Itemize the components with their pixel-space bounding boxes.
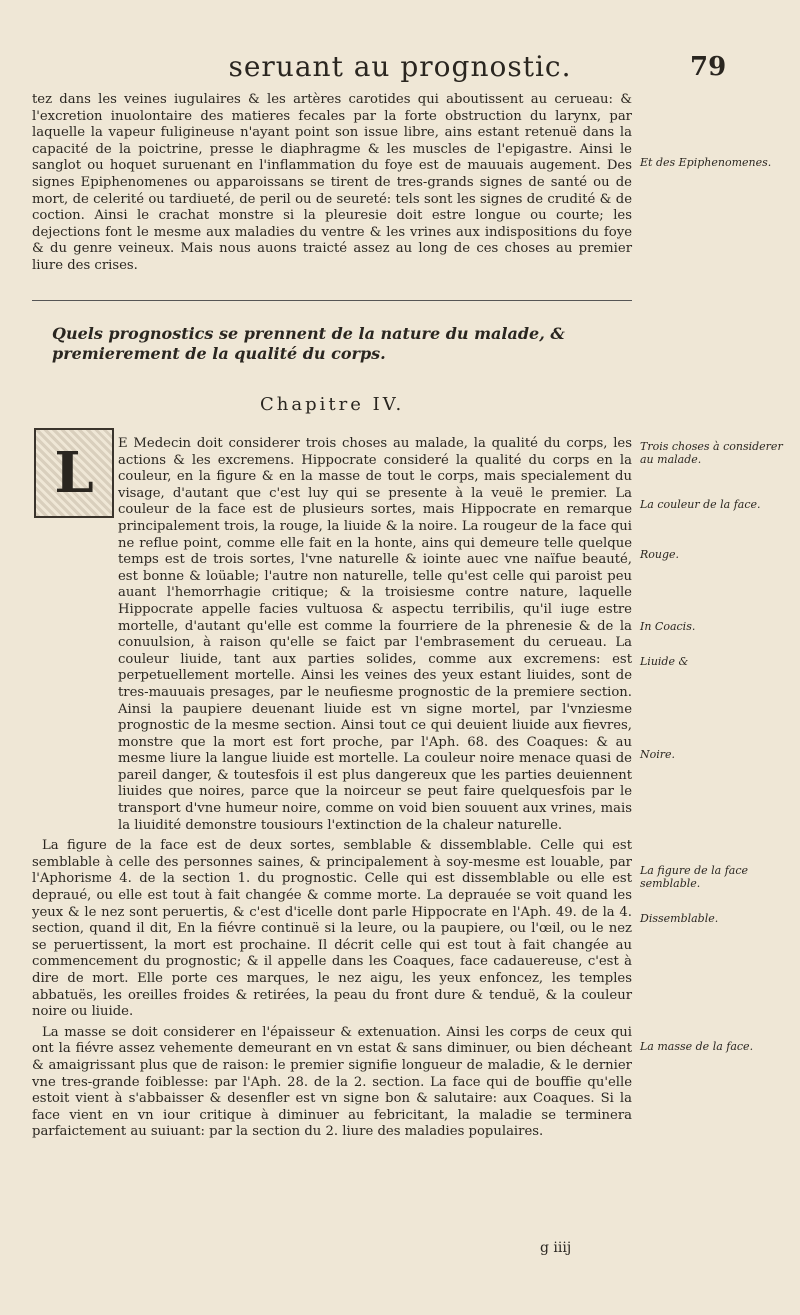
running-title: seruant au prognostic. [228, 50, 572, 83]
margin-note: Trois choses à considerer au malade. [640, 440, 783, 466]
margin-note: La figure de la face semblable. [640, 864, 749, 890]
chapter-body [32, 436, 632, 1141]
paragraph: La figure de la face est de deux sortes, semblable & dissemblable. Celle qui est semblable à celle des personnes saines, & principalement à soy-mesme est louable, par l'Aphorisme 4. de la section 1. du prognostic. Celle qui est dissemblable ou elle est depraué, ou elle est tout à fait changée & comme morte. La deprauée se voit quand les yeux & le nez sont peruertis, & c'est d'icelle dont parle Hippocrate en l'Aph. 49. de la 4. section, quand il dit, En la fiévre continuë si la leure, ou la paupiere, ou l'œil, ou le nez se peruertissent, la mort est prochaine. Il décrit celle qui est tout à fait changée au commencement du prognostic; & il appelle dans les Coaques, face cadauereuse, c'est à dire de mort. Elle porte ces marques, le nez aigu, les yeux enfoncez, les temples abbatuës, les oreilles froides & retirées, la peau du front dure & tenduë, & la couleur noire ou liuide. [32, 838, 632, 1020]
margin-note: Rouge. [640, 548, 680, 561]
divider [32, 300, 632, 301]
margin-note: La couleur de la face. [640, 498, 761, 511]
signature-mark: g iiij [540, 1240, 572, 1256]
margin-note: In Coacis. [640, 620, 696, 633]
margin-note: Et des Epiphenomenes. [640, 156, 772, 169]
chapter-heading: Chapitre IV. [260, 394, 405, 415]
paragraph: tez dans les veines iugulaires & les artères carotides qui aboutissent au cerueau: & l'excretion inuolontaire des matieres fecales par la forte obstruction du larynx, par laquelle la vapeur fuligineuse n'ayant point son issue libre, ains estant retenuë dans la capacité de la poictrine, presse le diaphragme & les muscles de l'epigastre. Ainsi le sanglot ou hoquet suruenant en l'inflammation du foye est de mauuais augement. Des signes Epiphenomenes ou apparoissans se tirent de tres-grands signes de santé ou de mort, de celerité ou tardiueté, de peril ou de seureté: tels sont les signes de crudité & de coction. Ainsi le crachat monstre si la pleuresie doit estre longue ou courte; les dejections font le mesme aux maladies du ventre & les vrines aux indispositions du foye & du genre veineux. Mais nous auons traicté assez au long de ces choses au premier liure des crises. [32, 92, 632, 273]
section-title: Quels prognostics se prennent de la nature du malade, & premierement de la qualité du corps. [52, 324, 565, 363]
paragraph: La masse se doit considerer en l'épaisseur & extenuation. Ainsi les corps de ceux qui ont la fiévre assez vehemente demeurant en vn estat & sans diminuer, ou bien décheant & amaigrissant plus que de raison: le premier signifie longueur de maladie, & le dernier vne tres-grande foiblesse: par l'Aph. 28. de la 2. section. La face qui de bouffie qu'elle estoit vient à s'abbaisser & desenfler est vn signe bon & salutaire: aux Coaques. Si la face vient en vn iour critique à diminuer au febricitant, la maladie se terminera parfaictement au suiuant: par la section du 2. liure des maladies populaires. [32, 1024, 632, 1140]
margin-note: Noire. [640, 748, 676, 761]
margin-note: La masse de la face. [640, 1040, 754, 1053]
paragraph: E Medecin doit considerer trois choses au malade, la qualité du corps, les actions & les excremens. Hippocrate consideré la qualité du corps en la couleur, en la figure & en la masse de tout le corps, mais specialement du visage, d'autant que c'est luy qui se presente à la veuë le premier. La couleur de la face est de plusieurs sortes, mais Hippocrate en remarque principalement trois, la rouge, la liuide & la noire. La rougeur de la face qui ne reflue point, comme elle fait en la honte, ains qui demeure telle quelque temps est de trois sortes, l'vne naturelle & iointe auec vne naïfue beauté, est bonne & loüable; l'autre non naturelle, telle qu'est celle qui paroist peu auant l'hemorrhagie critique; & la troisiesme contre nature, laquelle Hippocrate appelle facies vultuosa & aspectu terribilis, qu'il iuge estre mortelle, d'autant qu'elle est comme la fourriere de la phrenesie & de la conuulsion, à raison qu'elle se faict par l'embrasement du cerueau. La couleur liuide, tant aux parties solides, comme aux excremens: est perpetuellement mortelle. Ainsi les veines des yeux estant liuides, sont de tres-mauuais presages, par le neufiesme prognostic de la premiere section. Ainsi la paupiere deuenant liuide est vn signe mortel, par l'vnziesme prognostic de la mesme section. Ainsi tout ce qui deuient liuide aux fievres, monstre que la mort est fort proche, par l'Aph. 68. des Coaques: & au mesme liure la langue liuide est mortelle. La couleur noire menace quasi de pareil danger, & toutesfois il est plus dangereux que les parties deuiennent liuides que noires, parce que la noirceur se peut faire quelquesfois par le transport d'vne humeur noire, comme on void bien souuent aux vrines, mais la liuidité demonstre tousiours l'extinction de la chaleur naturelle. [118, 436, 632, 833]
margin-note: Dissemblable. [640, 912, 719, 925]
drop-cap: L [34, 428, 114, 518]
margin-note: Liuide & [640, 655, 689, 668]
page-number: 79 [690, 52, 727, 82]
opening-paragraph [32, 92, 632, 277]
